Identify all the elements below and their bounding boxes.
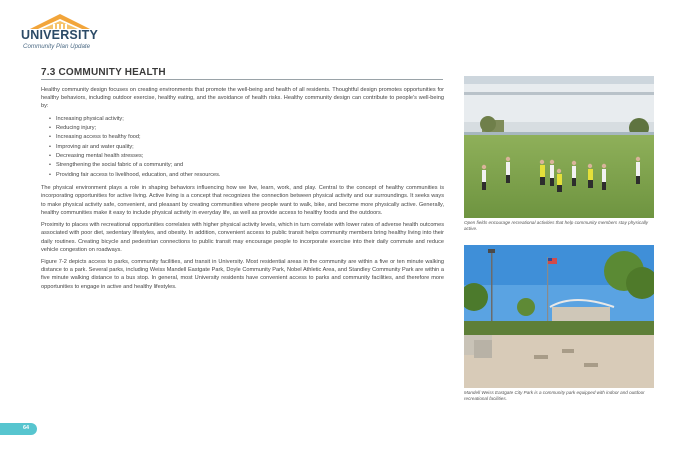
active-living-paragraph: The physical environment plays a role in shaping behaviors influencing how we live, learn, work, and play. Central to the concept of healthy communities is incorporating opportunities for active living. Active living is a concept that recognizes the connection between physical activity and our surroundings. It seeks ways to make physical activity safe, convenient, and pleasant by creating communities where people want to walk, bike, and become more physically active. Generally, healthy communities make it easy to include physical activity in everyday life, as well as provide access to healthy foods and the outdoors.	[41, 185, 444, 216]
page-number-tab	[0, 423, 37, 435]
list-item: • Providing fair access to livelihood, education, and other resources.	[49, 171, 444, 180]
photo-caption-1: Open fields encourage recreational activities that help community members stay physically active.	[464, 220, 649, 231]
list-item: • Reducing injury;	[49, 124, 444, 133]
list-item: • Decreasing mental health stresses;	[49, 152, 444, 161]
list-item: • Increasing physical activity;	[49, 115, 444, 124]
title-divider	[41, 79, 443, 80]
park-photo	[464, 245, 654, 388]
page-number: 64	[23, 425, 30, 431]
section-title: 7.3 COMMUNITY HEALTH	[41, 67, 166, 78]
proximity-paragraph: Proximity to places with recreational opportunities correlates with higher physical activity levels, which in turn correlate with lower rates of adverse health outcomes associated with poor diet, sedentary lifestyles, and obesity. In addition, convenient access to public transit helps community members bring healthy living into their daily routines. Creating bicycle and pedestrian connections to public transit may encourage people to incorporate exercise into their daily commute and reduce vehicle congestion on roadways.	[41, 222, 444, 253]
logo-wordmark: UNIVERSITY	[21, 28, 99, 42]
open-field-photo	[464, 76, 654, 218]
list-item: • Increasing access to healthy food;	[49, 133, 444, 142]
body-text-column	[41, 86, 444, 295]
university-logo	[20, 13, 100, 53]
list-item: • Improving air and water quality;	[49, 143, 444, 152]
list-item: • Strengthening the social fabric of a community; and	[49, 161, 444, 170]
figure-reference-paragraph: Figure 7-2 depicts access to parks, community facilities, and transit in University. Most residential areas in the community are within a five or ten minute walking distance to a park. Several parks, including Weiss Mandell Eastgate Park, Doyle Community Park, Nobel Athletic Area, and Standley Community Park are within a five minute walking distance to a bus stop. In general, most University residents have convenient access to parks and community facilities, and therefore more opportunities to engage in active and healthy lifestyles.	[41, 259, 444, 290]
photo-caption-2: Mandell Weiss Eastgate City Park is a community park equipped with indoor and outdoor recreational facilities.	[464, 390, 645, 401]
logo-subtitle: Community Plan Update	[23, 43, 91, 50]
intro-paragraph: Healthy community design focuses on creating environments that promote the well-being and health of all residents. Thoughtful design promotes opportunities for healthy behaviors, including outdoor exercise, healthy eating, and the avoidance of health risks. Healthy community design can contribute to people’s well-being by:	[41, 87, 444, 110]
benefit-list	[41, 115, 444, 180]
